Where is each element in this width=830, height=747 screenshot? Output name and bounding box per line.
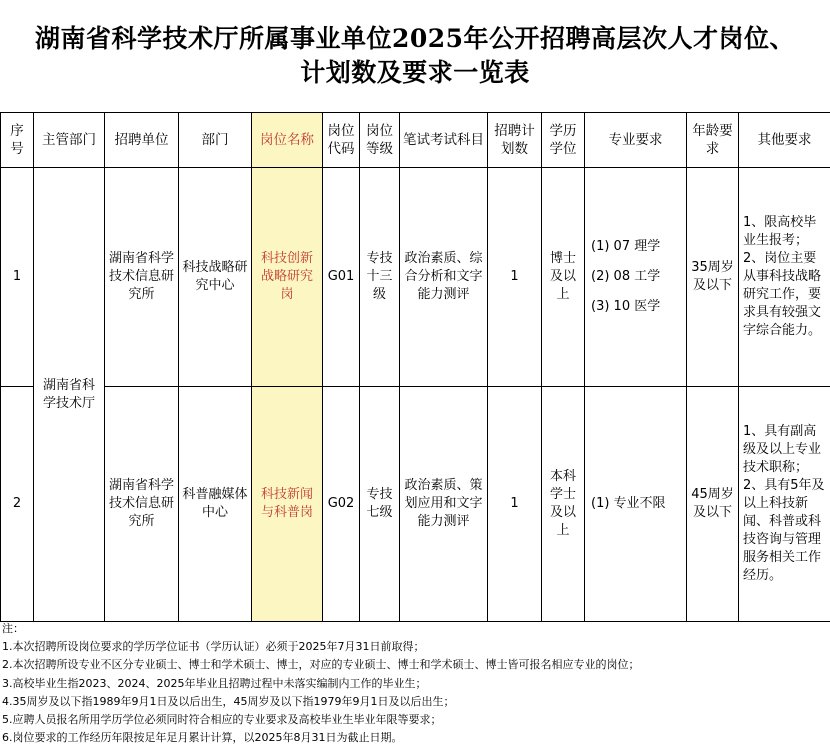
header-other-req: 其他要求 <box>739 113 830 168</box>
header-major-req: 专业要求 <box>585 113 687 168</box>
header-exam-subject: 笔试考试科目 <box>400 113 488 168</box>
title-line-1: 湖南省科学技术厅所属事业单位2025年公开招聘高层次人才岗位、 <box>0 22 830 56</box>
header-department: 部门 <box>179 113 252 168</box>
table-header-row <box>1 113 830 168</box>
header-age-req: 年龄要求 <box>687 113 739 168</box>
row-seq: 1 <box>1 168 34 387</box>
row-degree: 博士及以上 <box>542 168 585 387</box>
header-degree: 学历学位 <box>542 113 585 168</box>
header-employer: 招聘单位 <box>105 113 179 168</box>
row-department: 科技战略研究中心 <box>179 168 252 387</box>
header-dept-in-charge: 主管部门 <box>34 113 105 168</box>
row-employer: 湖南省科学技术信息研究所 <box>105 387 179 622</box>
major-item: (3) 10 医学 <box>591 298 683 316</box>
header-position-code: 岗位代码 <box>323 113 360 168</box>
page-title <box>0 0 830 90</box>
row-majors <box>585 168 687 387</box>
row-exam-subject: 政治素质、策划应用和文字能力测评 <box>400 387 488 622</box>
notes-heading: 注： <box>2 620 640 638</box>
row-plan-count: 1 <box>488 168 542 387</box>
row-position-level: 专技七级 <box>360 387 400 622</box>
major-item: (2) 08 工学 <box>591 268 683 286</box>
header-position-level: 岗位等级 <box>360 113 400 168</box>
row-age: 35周岁及以下 <box>687 168 739 387</box>
row-seq: 2 <box>1 387 34 622</box>
major-item: (1) 专业不限 <box>591 495 683 513</box>
header-seq: 序号 <box>1 113 34 168</box>
major-item: (1) 07 理学 <box>591 238 683 256</box>
row-plan-count: 1 <box>488 387 542 622</box>
header-plan-count: 招聘计划数 <box>488 113 542 168</box>
note-item: 2.本次招聘所设专业不区分专业硕士、博士和学术硕士、博士，对应的专业硕士、博士和学术硕士、博士皆可报名相应专业的岗位； <box>2 656 640 674</box>
row-position-name: 科技创新战略研究岗 <box>252 168 323 387</box>
row-employer: 湖南省科学技术信息研究所 <box>105 168 179 387</box>
row-age: 45周岁及以下 <box>687 387 739 622</box>
row-position-level: 专技十三级 <box>360 168 400 387</box>
note-item: 5.应聘人员报名所用学历学位必须同时符合相应的专业要求及高校毕业生毕业年限等要求； <box>2 711 640 729</box>
note-item: 4.35周岁及以下指1989年9月1日及以后出生，45周岁及以下指1979年9月1日及以后出生； <box>2 693 640 711</box>
row-majors <box>585 387 687 622</box>
dept-in-charge-cell: 湖南省科学技术厅 <box>34 168 105 622</box>
note-item: 3.高校毕业生指2023、2024、2025年毕业且招聘过程中未落实编制内工作的毕业生； <box>2 675 640 693</box>
row-degree: 本科学士及以上 <box>542 387 585 622</box>
positions-table <box>0 112 830 622</box>
row-position-name: 科技新闻与科普岗 <box>252 387 323 622</box>
notes-section <box>2 620 640 747</box>
row-other: 1、具有副高级及以上专业技术职称；2、具有5年及以上科技新闻、科普或科技咨询与管理服务相关工作经历。 <box>739 387 830 622</box>
title-line-2: 计划数及要求一览表 <box>0 56 830 90</box>
note-item: 6.岗位要求的工作经历年限按足年足月累计计算，以2025年8月31日为截止日期。 <box>2 729 640 747</box>
row-department: 科普融媒体中心 <box>179 387 252 622</box>
row-other: 1、限高校毕业生报考；2、岗位主要从事科技战略研究工作，要求具有较强文字综合能力。 <box>739 168 830 387</box>
table-row <box>1 168 830 387</box>
table-row <box>1 387 830 622</box>
header-position-name: 岗位名称 <box>252 113 323 168</box>
row-position-code: G02 <box>323 387 360 622</box>
note-item: 1.本次招聘所设岗位要求的学历学位证书（学历认证）必须于2025年7月31日前取得； <box>2 638 640 656</box>
row-position-code: G01 <box>323 168 360 387</box>
row-exam-subject: 政治素质、综合分析和文字能力测评 <box>400 168 488 387</box>
